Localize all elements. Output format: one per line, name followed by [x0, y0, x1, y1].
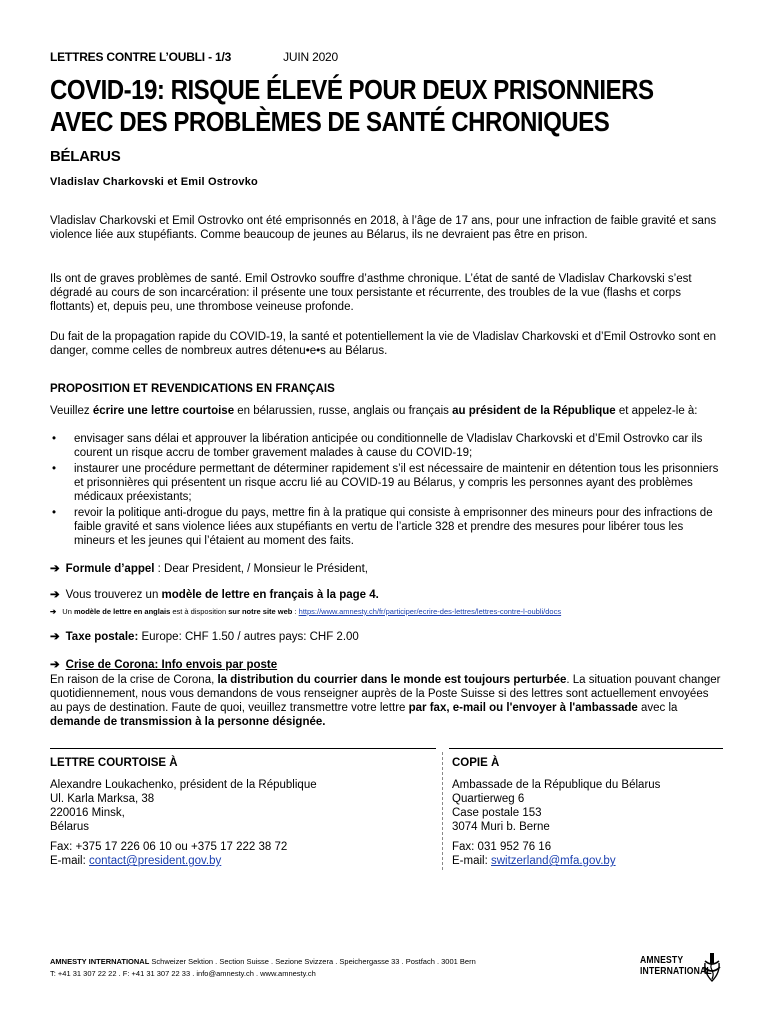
corona-emphasis: par fax, e-mail ou l'envoyer à l'ambassade [408, 702, 638, 714]
title-line-2: AVEC DES PROBLÈMES DE SANTÉ CHRONIQUES [50, 106, 610, 137]
model-text: Vous trouverez un [65, 589, 162, 601]
postage-line [50, 630, 359, 644]
model-emphasis: modèle de lettre en français à la page 4. [161, 589, 379, 601]
bullet-icon: • [52, 463, 57, 475]
demand-text: instaurer une procédure permettant de déterminer rapidement s’il est nécessaire de maintenir en détention tous les prisonniers et prisonnières qui présentent un risque accru lié au COVID-19 au Bélarus, y compris les personnes ayant des problèmes médicaux préexistants; [74, 463, 719, 503]
copy-line: Ambassade de la République du Bélarus [452, 779, 661, 791]
separator: : [292, 607, 299, 616]
salutation-label: Formule d’appel [65, 563, 155, 575]
amnesty-logo [640, 951, 730, 985]
website-label: sur notre site web [228, 607, 293, 616]
corona-heading: Crise de Corona: Info envois par poste [65, 659, 278, 671]
paragraph-1: Vladislav Charkovski et Emil Ostrovko ont été emprisonnés en 2018, à l’âge de 17 ans, pour une infraction de faible gravité et sans violence liée aux stupéfiants. Comme beaucoup de jeunes au Bélarus, ils ne devraient pas être en prison. [50, 215, 717, 241]
recipient-line: Ul. Karla Marksa, 38 [50, 793, 155, 805]
demand-text: envisager sans délai et approuver la libération anticipée ou conditionnelle de Vladislav Charkovski et d’Emil Ostrovko car ils courent un risque accru de tomber gravement malades à cause du COVID-19; [74, 433, 703, 459]
recipient-heading: LETTRE COURTOISE À [50, 757, 178, 769]
divider-left [50, 748, 436, 749]
salutation-line [50, 562, 368, 576]
copy-line: 3074 Muri b. Berne [452, 821, 550, 833]
english-model-emphasis: modèle de lettre en anglais [73, 607, 171, 616]
postage-text: Europe: CHF 1.50 / autres pays: CHF 2.00 [138, 631, 359, 643]
postage-label: Taxe postale: [65, 631, 139, 643]
english-model-line [50, 605, 561, 619]
page-title [50, 74, 654, 138]
corona-emphasis: la distribution du courrier dans le monde est toujours perturbée [217, 674, 567, 686]
logo-line-1: AMNESTY [640, 954, 684, 966]
model-letter-line [50, 588, 379, 602]
arrow-icon: ➔ [50, 631, 60, 643]
footer-line-1 [50, 956, 476, 968]
arrow-icon: ➔ [50, 563, 60, 575]
recipient-block [50, 756, 435, 868]
proposal-intro [50, 404, 722, 418]
corona-text: . La situation pouvant changer quotidiennement, nous vous demandons de vous renseigner auprès de la Poste Suisse si des lettres sont actuellement envoyées au pays de destination. Faute de quoi, veuillez transmettre votre lettre [50, 674, 721, 714]
english-model-text: Un [62, 607, 74, 616]
divider-right [449, 748, 723, 749]
intro-text: Veuillez [50, 405, 93, 417]
footer-org: AMNESTY INTERNATIONAL [50, 957, 150, 966]
corona-heading-line [50, 658, 277, 672]
arrow-icon: ➔ [50, 589, 60, 601]
proposal-heading: PROPOSITION ET REVENDICATIONS EN FRANÇAIS [50, 383, 335, 395]
issue-date: JUIN 2020 [283, 50, 338, 64]
recipient-line: 220016 Minsk, [50, 807, 125, 819]
recipient-email-line [50, 854, 435, 868]
copy-fax: Fax: 031 952 76 16 [452, 841, 552, 853]
series-header [50, 50, 338, 64]
subjects-line: Vladislav Charkovski et Emil Ostrovko [50, 176, 258, 188]
demand-text: revoir la politique anti-drogue du pays, mettre fin à la pratique qui consiste à emprisonner des mineurs pour des infractions de faible gravité et sans violence liées aux stupéfiants en vertu de l’article 328 et prendre des mesures pour libérer tous les mineurs et les jeunes qui l’étaient au moment des faits. [74, 507, 713, 547]
demands-list [50, 432, 722, 550]
model-letters-link[interactable]: https://www.amnesty.ch/fr/participer/ecrire-des-lettres/lettres-contre-l-oubli/docs [298, 607, 562, 616]
intro-recipient: au président de la République [452, 405, 616, 417]
title-line-1: COVID-19: RISQUE ÉLEVÉ POUR DEUX PRISONNIERS [50, 74, 654, 105]
copy-email-link[interactable]: switzerland@mfa.gov.by [490, 855, 616, 867]
intro-text: et appelez-le à: [615, 405, 698, 417]
recipient-line: Bélarus [50, 821, 89, 833]
corona-text: avec la [637, 702, 678, 714]
paragraph-2: Ils ont de graves problèmes de santé. Emil Ostrovko souffre d’asthme chronique. L’état de santé de Vladislav Charkovski s’est dégradé au cours de son incarcération: il présente une toux persistante et récurrente, des troubles de la vue (flashs et corps flottants) et, depuis peu, une thrombose veineuse profonde. [50, 273, 692, 313]
copy-line: Case postale 153 [452, 807, 542, 819]
corona-emphasis: demande de transmission à la personne désignée. [50, 716, 326, 728]
candle-icon [702, 951, 722, 983]
footer-line-2: T: +41 31 307 22 22 . F: +41 31 307 22 33 . info@amnesty.ch . www.amnesty.ch [50, 969, 316, 978]
footer [50, 956, 476, 980]
country-heading: BÉLARUS [50, 148, 121, 165]
email-label: E-mail: [452, 855, 491, 867]
list-item [50, 462, 722, 504]
recipient-fax: Fax: +375 17 226 06 10 ou +375 17 222 38 72 [50, 841, 288, 853]
corona-notice [50, 673, 722, 729]
copy-heading: COPIE À [452, 757, 500, 769]
email-label: E-mail: [50, 855, 89, 867]
copy-line: Quartierweg 6 [452, 793, 525, 805]
bullet-icon: • [52, 433, 57, 445]
recipient-email-link[interactable]: contact@president.gov.by [88, 855, 222, 867]
series-label: LETTRES CONTRE L’OUBLI - 1/3 [50, 50, 232, 64]
column-divider [442, 752, 443, 870]
recipient-line: Alexandre Loukachenko, président de la République [50, 779, 317, 791]
salutation-text: : Dear President, / Monsieur le Président, [154, 563, 368, 575]
corona-text: En raison de la crise de Corona, [50, 674, 218, 686]
copy-block [452, 756, 722, 868]
intro-emphasis: écrire une lettre courtoise [92, 405, 235, 417]
english-model-text: est à disposition [170, 607, 229, 616]
footer-address: Schweizer Sektion . Section Suisse . Sezione Svizzera . Speichergasse 33 . Postfach . 3001 Bern [149, 957, 476, 966]
intro-text: en bélarussien, russe, anglais ou français [234, 405, 453, 417]
arrow-icon: ➔ [50, 659, 60, 671]
arrow-icon: ➔ [50, 607, 57, 616]
list-item [50, 506, 722, 548]
copy-email-line [452, 854, 722, 868]
bullet-icon: • [52, 507, 57, 519]
list-item [50, 432, 722, 460]
paragraph-3: Du fait de la propagation rapide du COVID-19, la santé et potentiellement la vie de Vladislav Charkovski et d’Emil Ostrovko sont en danger, comme celles de nombreux autres détenu•e•s au Bélarus. [50, 331, 717, 357]
logo-line-2: INTERNATIONAL [640, 965, 712, 977]
